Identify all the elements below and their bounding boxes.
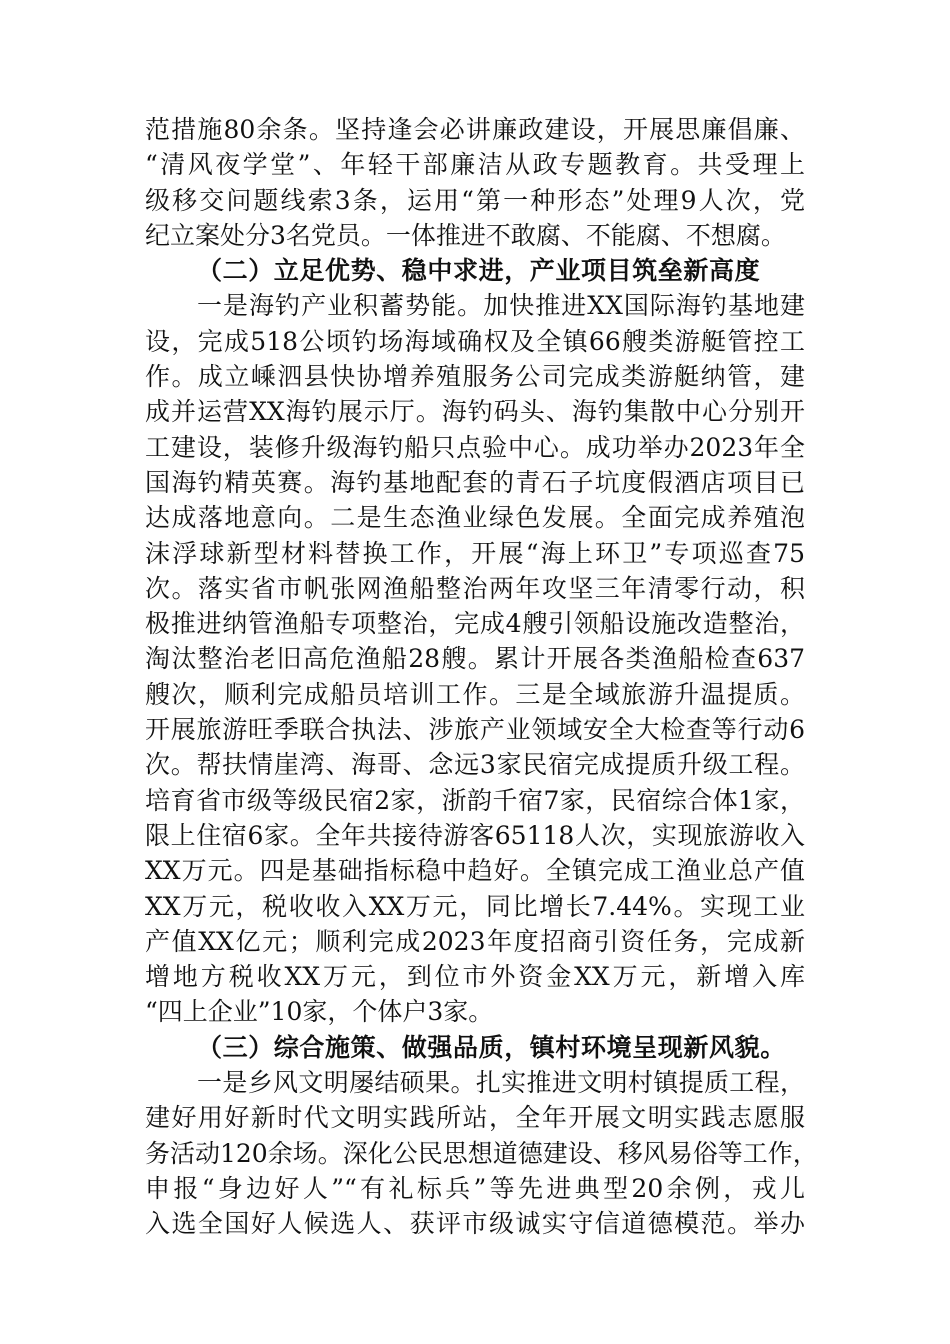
text-line: XX万元，税收收入XX万元，同比增长7.44%。实现工业	[145, 891, 805, 921]
text-line: 纪立案处分3名党员。一体推进不敢腐、不能腐、不想腐。	[145, 220, 786, 250]
text-line: 范措施80余条。坚持逢会必讲廉政建设，开展思廉倡廉、	[145, 115, 805, 144]
text-line: 一是海钓产业积蓄势能。加快推进XX国际海钓基地建	[197, 291, 805, 321]
text-line: 国海钓精英赛。海钓基地配套的青石子坑度假酒店项目已	[145, 467, 805, 497]
text-line: 达成落地意向。二是生态渔业绿色发展。全面完成养殖泡	[145, 503, 805, 533]
document-page	[145, 112, 818, 1242]
text-line: 设，完成518公顷钓场海域确权及全镇66艘类游艇管控工	[145, 326, 805, 356]
text-line: 入选全国好人候选人、获评市级诚实守信道德模范。举办	[145, 1209, 805, 1239]
section-heading: （二）立足优势、稳中求进，产业项目筑垒新高度	[197, 256, 761, 286]
section-heading: （三）综合施策、做强品质，镇村环境呈现新风貌。	[197, 1032, 786, 1062]
text-line: 一是乡风文明屡结硕果。扎实推进文明村镇提质工程，	[197, 1068, 805, 1098]
text-line: 成并运营XX海钓展示厅。海钓码头、海钓集散中心分别开	[145, 397, 805, 427]
text-line: XX万元。四是基础指标稳中趋好。全镇完成工渔业总产值	[145, 856, 805, 886]
text-line: 次。帮扶情崖湾、海哥、念远3家民宿完成提质升级工程。	[145, 750, 805, 780]
text-line: 培育省市级等级民宿2家，浙韵千宿7家，民宿综合体1家，	[145, 785, 805, 815]
text-line: 淘汰整治老旧高危渔船28艘。累计开展各类渔船检查637	[145, 644, 805, 674]
text-line: 务活动120余场。深化公民思想道德建设、移风易俗等工作，	[145, 1138, 818, 1168]
text-line: 产值XX亿元；顺利完成2023年度招商引资任务，完成新	[145, 926, 805, 956]
text-line: 作。成立嵊泗县快协增养殖服务公司完成类游艇纳管，建	[145, 362, 805, 392]
text-line: 开展旅游旺季联合执法、涉旅产业领域安全大检查等行动6	[145, 715, 805, 745]
text-line: 极推进纳管渔船专项整治，完成4艘引领船设施改造整治，	[145, 609, 805, 639]
text-line: 增地方税收XX万元，到位市外资金XX万元，新增入库	[145, 962, 805, 992]
text-line: “清风夜学堂”、年轻干部廉洁从政专题教育。共受理上	[145, 150, 805, 180]
text-line: 申报“身边好人”“有礼标兵”等先进典型20余例，戎儿	[145, 1173, 805, 1203]
text-line: 工建设，装修升级海钓船只点验中心。成功举办2023年全	[145, 432, 805, 462]
text-line: 级移交问题线索3条，运用“第一种形态”处理9人次，党	[145, 185, 805, 215]
text-line: “四上企业”10家，个体户3家。	[145, 997, 494, 1027]
text-line: 限上住宿6家。全年共接待游客65118人次，实现旅游收入	[145, 820, 805, 850]
text-line: 艘次，顺利完成船员培训工作。三是全域旅游升温提质。	[145, 679, 805, 709]
text-line: 次。落实省市帆张网渔船整治两年攻坚三年清零行动，积	[145, 573, 805, 603]
text-line: 沫浮球新型材料替换工作，开展“海上环卫”专项巡查75	[145, 538, 805, 568]
text-line: 建好用好新时代文明实践所站，全年开展文明实践志愿服	[145, 1103, 805, 1133]
